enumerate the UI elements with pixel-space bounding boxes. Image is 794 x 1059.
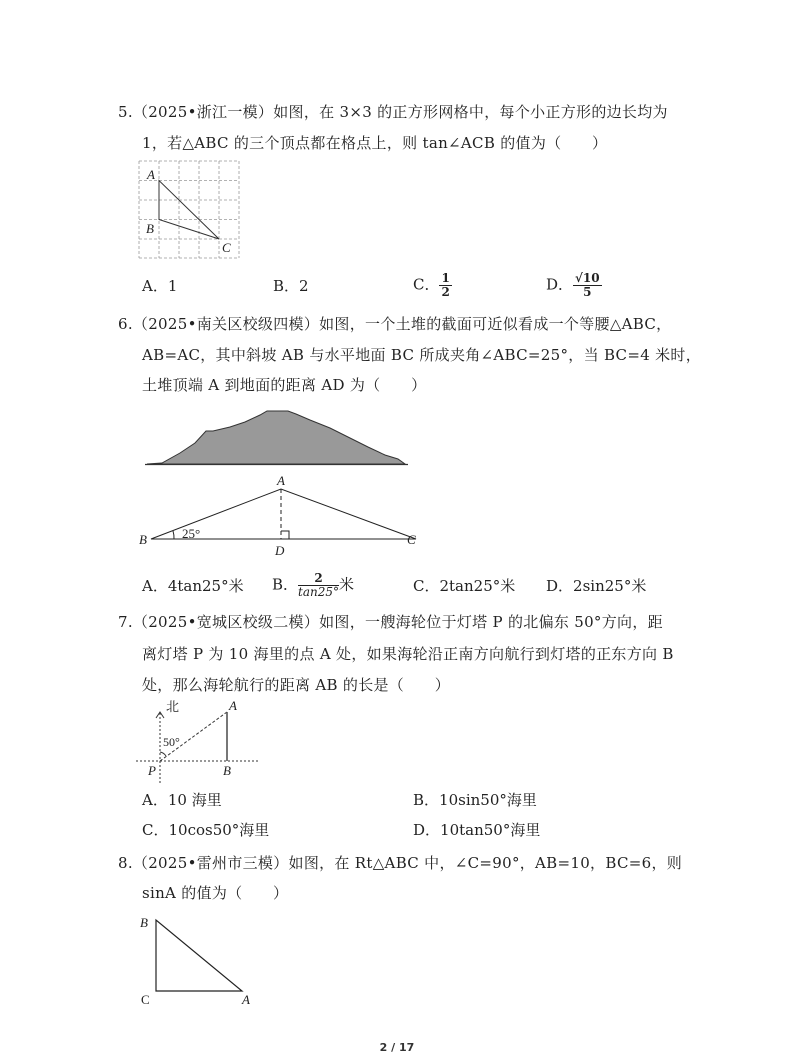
q5-label-a: A xyxy=(147,167,155,182)
q7-angle-label: 50° xyxy=(163,735,180,749)
q6-option-a[interactable]: A．4tan25°米 xyxy=(142,577,244,595)
q6-mound-figure xyxy=(140,405,410,467)
q6-triangle-figure xyxy=(138,472,428,562)
fraction: $\frac{√10}{5}$ xyxy=(575,271,600,299)
q5-grid-figure xyxy=(138,160,244,260)
q8-label-a: A xyxy=(242,992,250,1007)
q7-option-c[interactable]: C．10cos50°海里 xyxy=(142,821,270,839)
q7-bearing-figure xyxy=(134,697,264,785)
q5-line-1: 5.（2025•浙江一模）如图，在 3×3 的正方形网格中，每个小正方形的边长均为 xyxy=(118,103,668,121)
q7-option-d[interactable]: D．10tan50°海里 xyxy=(413,821,541,839)
q5-label-b: B xyxy=(146,221,154,236)
q6-option-c[interactable]: C．2tan25°米 xyxy=(413,577,516,595)
q6-label-a: A xyxy=(277,473,285,488)
fraction: $\frac{1}{2}$ xyxy=(441,271,450,299)
q8-line-1: 8.（2025•雷州市三模）如图，在 Rt△ABC 中，∠C=90°，AB=10，BC=6，则 xyxy=(118,854,683,872)
q7-north-label: 北 xyxy=(166,700,180,715)
q7-line-1: 7.（2025•宽城区校级二模）如图，一艘海轮位于灯塔 P 的北偏东 50°方向，距 xyxy=(118,613,663,631)
q8-label-b: B xyxy=(140,915,148,930)
q6-line-1: 6.（2025•南关区校级四模）如图，一个土堆的截面可近似看成一个等腰△ABC， xyxy=(118,315,672,333)
q7-line-3: 处，那么海轮航行的距离 AB 的长是（ ） xyxy=(142,676,450,694)
q8-label-c: C xyxy=(141,992,150,1007)
q7-label-a: A xyxy=(229,698,237,713)
q6-label-c: C xyxy=(407,532,416,547)
q6-angle-label: 25° xyxy=(182,526,201,541)
q6-label-b: B xyxy=(139,532,147,547)
q5-option-c[interactable]: C． $\frac{1}{2}$ xyxy=(413,271,450,299)
q7-label-p: P xyxy=(148,763,156,778)
q8-line-2: sinA 的值为（ ） xyxy=(142,884,289,902)
q5-option-d[interactable]: D． $\frac{√10}{5}$ xyxy=(546,271,600,299)
q5-label-c: C xyxy=(222,240,231,255)
q6-option-d[interactable]: D．2sin25°米 xyxy=(546,577,647,595)
q5-option-a[interactable]: A．1 xyxy=(142,277,178,295)
q6-option-b[interactable]: B． $\frac{2}{\tan 25^\circ}$ 米 xyxy=(272,571,355,599)
q7-option-a[interactable]: A．10 海里 xyxy=(142,791,222,809)
q6-label-d: D xyxy=(275,543,285,558)
q8-right-triangle-figure xyxy=(138,910,263,1010)
q5-line-2: 1，若△ABC 的三个顶点都在格点上，则 tan∠ACB 的值为（ ） xyxy=(142,134,608,152)
q7-option-b[interactable]: B．10sin50°海里 xyxy=(413,791,537,809)
q6-line-3: 土堆顶端 A 到地面的距离 AD 为（ ） xyxy=(142,376,427,394)
fraction: $\frac{2}{\tan 25^\circ}$ xyxy=(298,571,340,599)
q7-label-b: B xyxy=(223,763,231,778)
q6-line-2: AB=AC，其中斜坡 AB 与水平地面 BC 所成夹角∠ABC=25°，当 BC=4 米时， xyxy=(142,346,702,364)
q7-line-2: 离灯塔 P 为 10 海里的点 A 处，如果海轮沿正南方向航行到灯塔的正东方向 B xyxy=(142,645,674,663)
page-number: 2 / 17 xyxy=(379,1041,415,1054)
q5-option-b[interactable]: B．2 xyxy=(273,277,309,295)
